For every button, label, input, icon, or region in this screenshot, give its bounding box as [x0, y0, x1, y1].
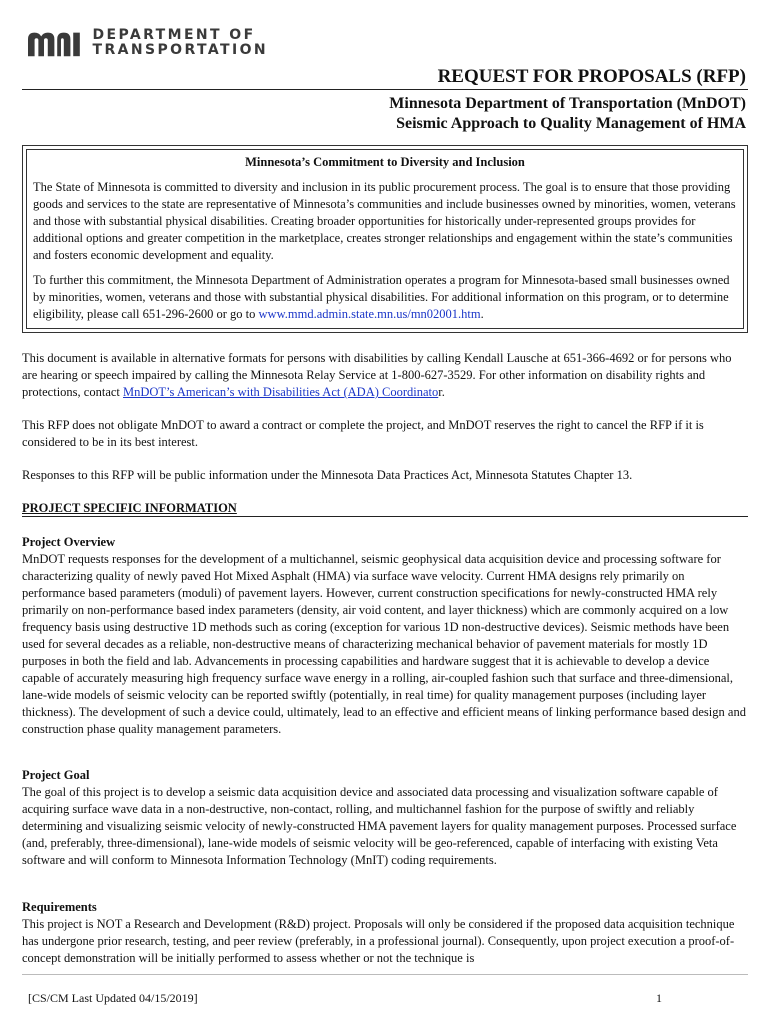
diversity-paragraph-2-text: To further this commitment, the Minnesota Department of Administration operates a program for Minnesota-based small businesses owned by minorities, women, veterans and those with substantial physical disabilities. For additional information on this program, or to determine eligibility, please call 651-296-2600 or go to [33, 273, 730, 321]
project-overview-heading: Project Overview [22, 535, 116, 549]
requirements-text: This project is NOT a Research and Development (R&D) project. Proposals will only be considered if the proposed data acquisition technique has undergone prior research, testing, and peer review (preferably, in a professional journal). Consequently, upon project execution a proof-of-concept demonstration will be initially performed to assess whether or not the technique is [22, 917, 735, 965]
project-overview [22, 534, 748, 738]
mn-logo-icon [28, 29, 85, 57]
requirements-heading: Requirements [22, 900, 97, 914]
public-info-paragraph: Responses to this RFP will be public information under the Minnesota Data Practices Act, Minnesota Statutes Chapter 13. [22, 468, 633, 482]
page-title: REQUEST FOR PROPOSALS (RFP) [437, 66, 746, 87]
footer-divider [22, 974, 748, 975]
logo-text [93, 28, 268, 58]
obligation-paragraph: This RFP does not obligate MnDOT to award a contract or complete the project, and MnDOT reserves the right to cancel the RFP if it is considered to be in its best interest. [22, 418, 704, 449]
diversity-box-inner [26, 149, 744, 329]
project-goal-text: The goal of this project is to develop a seismic data acquisition device and associated data processing and visualization software capable of acquiring surface wave data in a non-destructive, non-contact, rolling, and multichannel fashion for the purpose of swiftly and reliably determining and visualizing seismic velocity of newly-constructed HMA pavement layers for quality management purposes. Processed surface (and, preferably, three-dimensional), lane-wide models of seismic velocity will be geo-referenced, capable of interfacing with existing Veta software and will conform to Minnesota Information Technology (MnIT) coding requirements. [22, 785, 737, 867]
logo-line-1: DEPARTMENT OF [92, 27, 256, 43]
diversity-paragraph-2-end: . [480, 307, 484, 321]
project-overview-text: MnDOT requests responses for the development of a multichannel, seismic geophysical data acquisition device and processing software for characterizing quality of newly paved Hot Mixed Asphalt (HMA) via surface wave velocity. Current HMA designs rely primarily on performance based parameters (moduli) of pavement layers. However, current construction specifications for newly-constructed HMA rely primarily on non-performance based index parameters (density, air void content, and layer thickness) which are commonly acquired on a low frequency basis using destructive 1D methods such as coring (exception for various 1D non-destructive devices). Seismic methods have been used for several decades as a reliable, non-destructive means of characterizing mechanical behavior of pavement materials for mostly 1D purposes in both the field and lab. Advancements in processing capabilities and hardware suggest that it is achievable to develop a device capable of accurately measuring high frequency surface wave energy in a rolling, air-coupled fashion such that surface and three-dimensional, lane-wide models of seismic velocity can be reported swiftly (potentially, in real time) for quality management purposes (including layer thickness). The development of such a device could, ultimately, lead to an effective and efficient means of linking performance based design and construction phase quality management parameters. [22, 552, 746, 736]
ada-coordinator-link[interactable]: MnDOT’s American’s with Disabilities Act (ADA) Coordinato [123, 385, 439, 399]
alt-formats-paragraph [22, 350, 748, 401]
section-header [22, 500, 748, 517]
subtitle-agency: Minnesota Department of Transportation (MnDOT) [389, 95, 746, 112]
diversity-paragraph-1: The State of Minnesota is committed to diversity and inclusion in its public procurement process. The goal is to ensure that those providing goods and services to the state are representative of Minnesota’s communities and include businesses owned by minorities, women, veterans and those with substantial physical disabilities. Creating broader opportunities for historically under-represented groups provides for additional options and greater competition in the marketplace, creates stronger relationships and engagement within the state’s communities and fosters economic development and equality. [33, 180, 736, 262]
subtitle-project: Seismic Approach to Quality Management of HMA [396, 115, 746, 132]
project-goal-heading: Project Goal [22, 768, 90, 782]
diversity-paragraph-2 [33, 272, 737, 323]
project-goal [22, 767, 748, 869]
diversity-box [22, 145, 748, 333]
mmd-link[interactable]: www.mmd.admin.state.mn.us/mn02001.htm [258, 307, 481, 321]
page-number: 1 [656, 991, 662, 1005]
alt-formats-text: This document is available in alternative formats for persons with disabilities by calling Kendall Lausche at 651-366-4692 or for persons who are hearing or speech impaired by calling the Minnesota Relay Service at 1-800-627-3529. For other information on disability rights and protections, contact [22, 351, 732, 399]
alt-formats-end: r. [438, 385, 445, 399]
section-header-text: PROJECT SPECIFIC INFORMATION [22, 501, 237, 515]
requirements [22, 899, 748, 967]
title-divider [22, 89, 748, 90]
footer-updated: [CS/CM Last Updated 04/15/2019] [28, 991, 198, 1005]
mndot-logo [28, 26, 268, 60]
logo-line-2: TRANSPORTATION [92, 42, 268, 58]
diversity-heading: Minnesota’s Commitment to Diversity and Inclusion [245, 155, 525, 169]
